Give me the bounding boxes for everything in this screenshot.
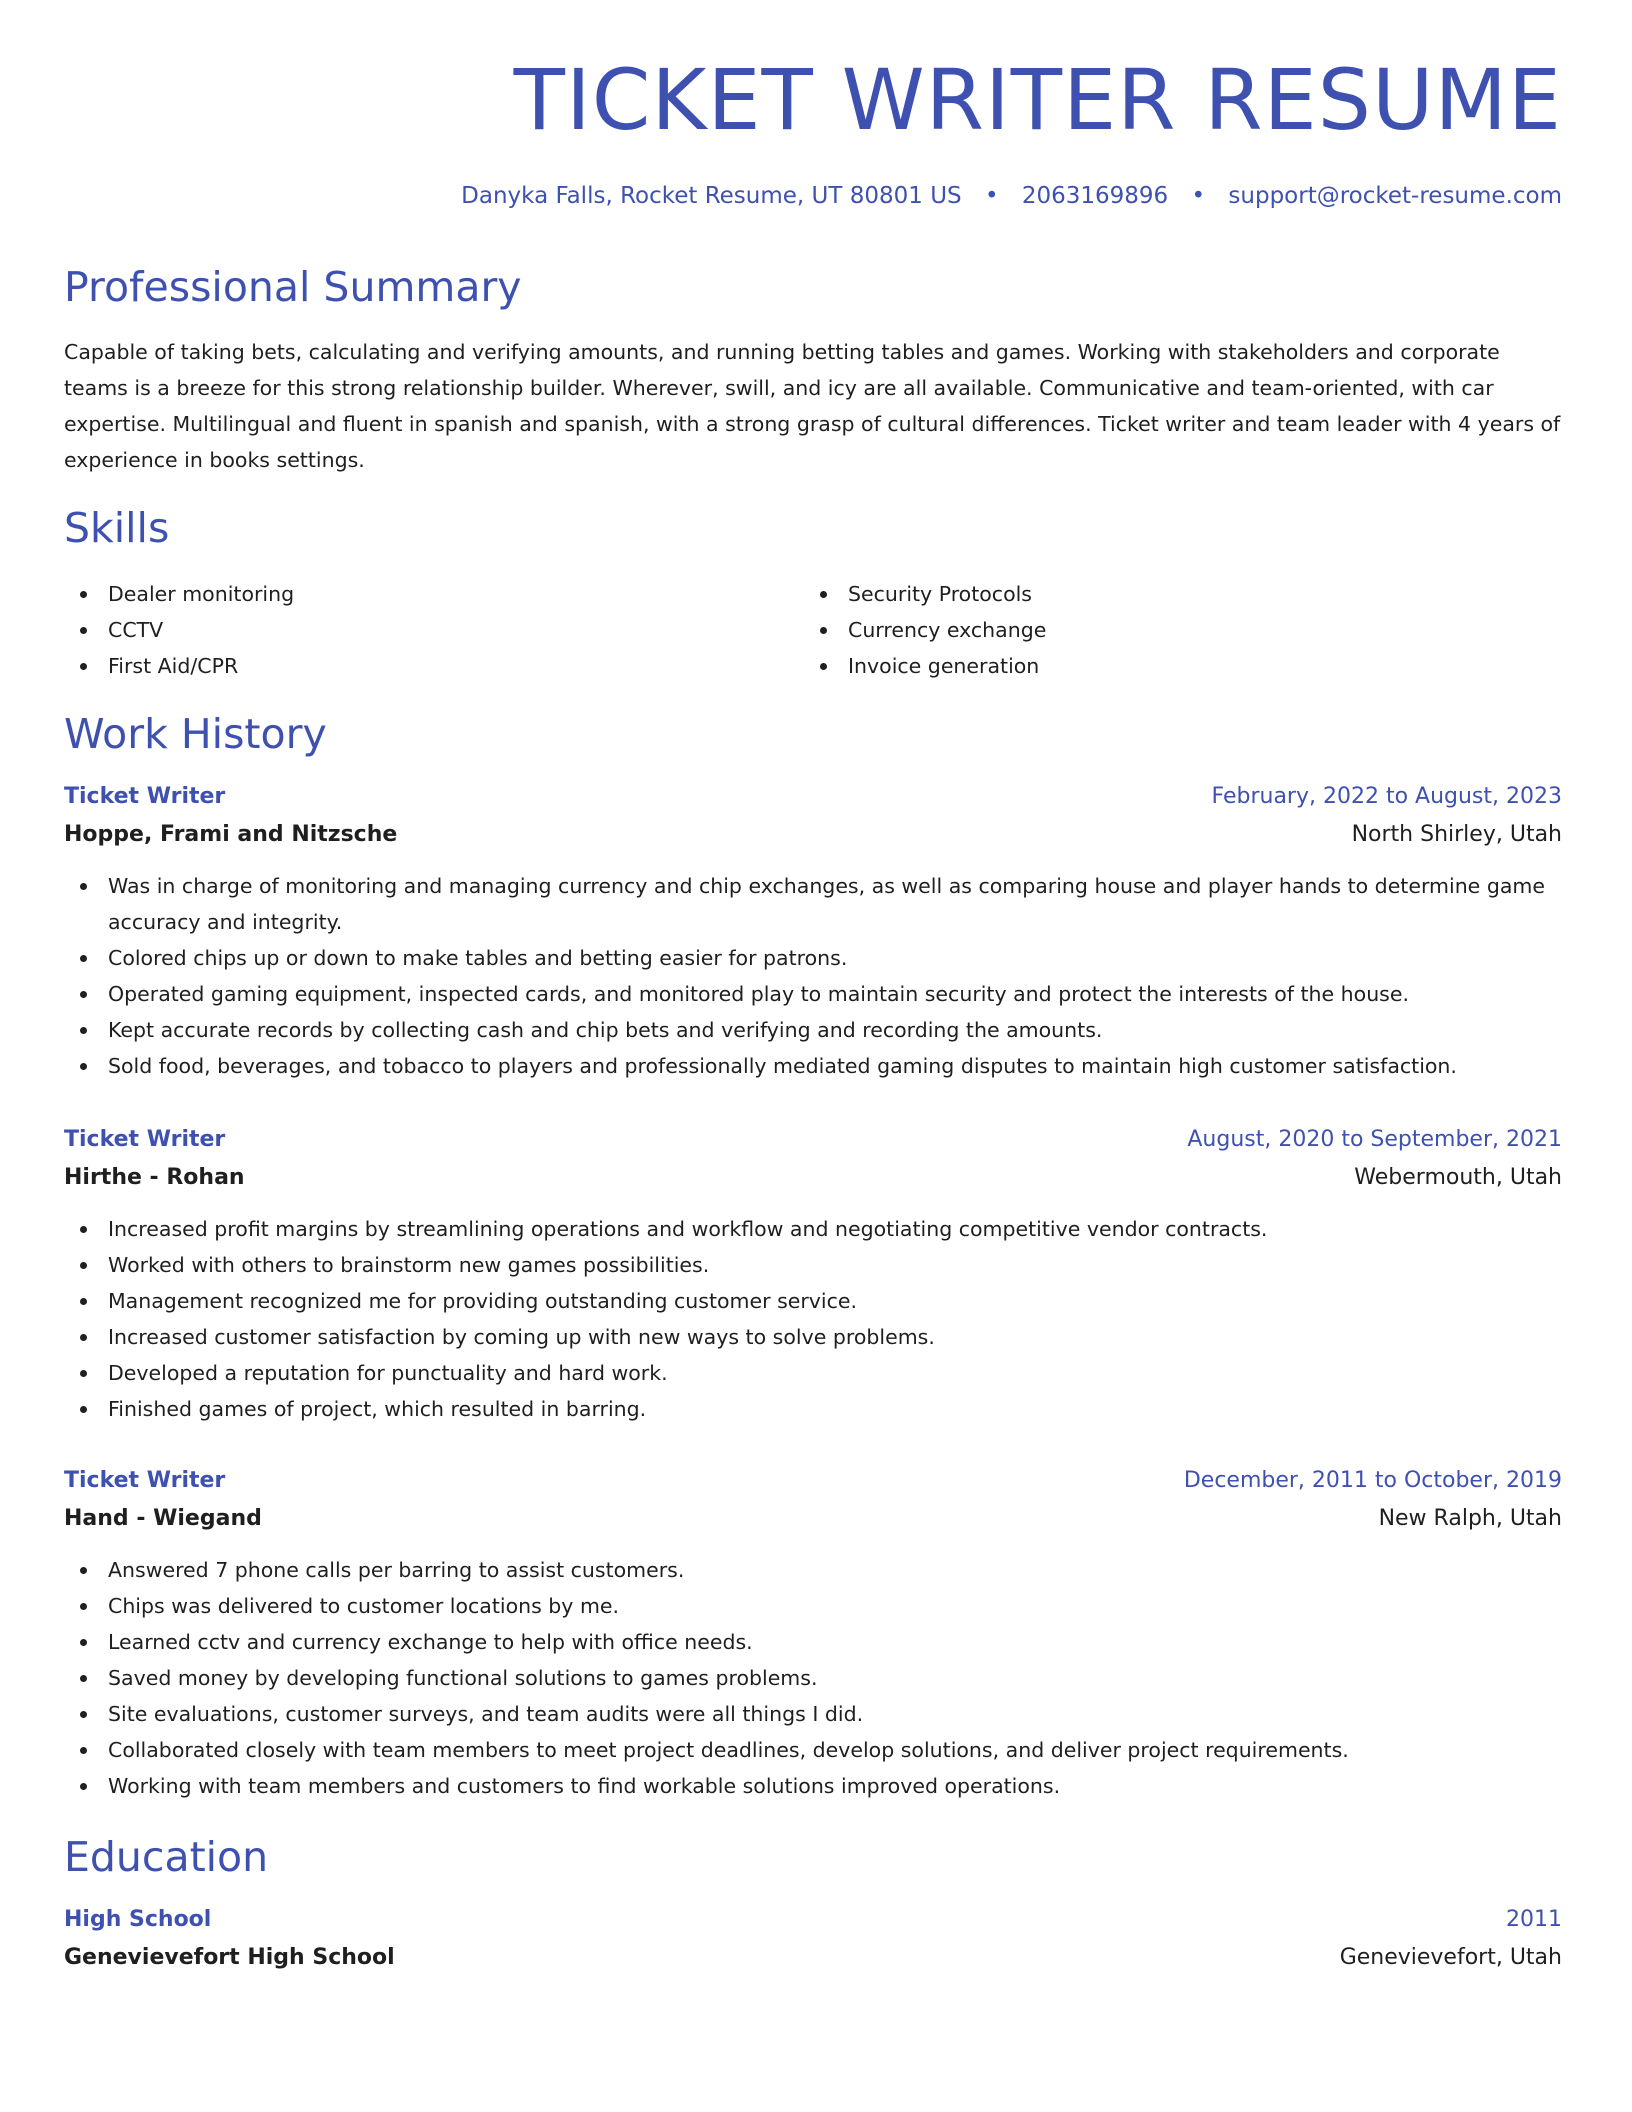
job-entry: [64, 1462, 1562, 1804]
job-title: Ticket Writer: [64, 784, 226, 809]
resume-title: TICKET WRITER RESUME: [513, 51, 1562, 149]
job-bullet: Kept accurate records by collecting cash and chip bets and verifying and recording the amounts.: [64, 1012, 1562, 1048]
education-entry: [64, 1901, 1562, 1977]
job-bullet: Answered 7 phone calls per barring to assist customers.: [64, 1552, 1562, 1588]
job-bullet: Operated gaming equipment, inspected cards, and monitored play to maintain security and protect the interests of the house.: [64, 976, 1562, 1012]
skills-column-left: [64, 576, 804, 684]
job-title: Ticket Writer: [64, 1127, 226, 1152]
contact-email: support@rocket-resume.com: [1228, 183, 1562, 209]
job-company-row: [64, 816, 1562, 854]
work-history-heading: Work History: [64, 710, 327, 758]
job-bullet: Management recognized me for providing outstanding customer service.: [64, 1283, 1562, 1319]
summary-text: Capable of taking bets, calculating and verifying amounts, and running betting tables and games. Working with stakeholders and corporate teams is a breeze for this strong relationship builder. Wherever, swill, and icy are all available. Communicative and team-oriented, with car expertise. Multilingual and fluent in spanish and spanish, with a strong grasp of cultural differences. Ticket writer and team leader with 4 years of experience in books settings.: [64, 340, 1561, 472]
job-bullet: Saved money by developing functional solutions to games problems.: [64, 1660, 1562, 1696]
skill-item: CCTV: [64, 612, 804, 648]
education-location: Genevievefort, Utah: [1339, 1945, 1562, 1970]
job-entry: [64, 778, 1562, 1084]
contact-line: [461, 180, 1562, 212]
summary-heading: Professional Summary: [64, 263, 522, 311]
skills-column-right: [804, 576, 1544, 684]
job-bullets: [64, 1552, 1562, 1804]
skill-item: Invoice generation: [804, 648, 1544, 684]
job-bullet: Working with team members and customers to find workable solutions improved operations.: [64, 1768, 1562, 1804]
job-dates: August, 2020 to September, 2021: [1187, 1127, 1562, 1152]
job-bullet: Sold food, beverages, and tobacco to players and professionally mediated gaming disputes to maintain high customer satisfaction.: [64, 1048, 1562, 1084]
education-year: 2011: [1506, 1907, 1562, 1932]
job-entry: [64, 1121, 1562, 1427]
job-company: Hirthe - Rohan: [64, 1165, 245, 1190]
skills-list: [64, 576, 1562, 684]
job-location: New Ralph, Utah: [1378, 1506, 1562, 1531]
job-bullet: Collaborated closely with team members to meet project deadlines, develop solutions, and deliver project requirements.: [64, 1732, 1562, 1768]
job-company-row: [64, 1500, 1562, 1538]
contact-address: Danyka Falls, Rocket Resume, UT 80801 US: [461, 183, 962, 209]
contact-separator: •: [1191, 183, 1206, 209]
job-bullet: Increased profit margins by streamlining operations and workflow and negotiating competitive vendor contracts.: [64, 1211, 1562, 1247]
job-dates: December, 2011 to October, 2019: [1183, 1468, 1562, 1493]
job-bullets: [64, 1211, 1562, 1427]
job-bullet: Chips was delivered to customer locations by me.: [64, 1588, 1562, 1624]
job-role-row: [64, 778, 1562, 816]
skill-item: Dealer monitoring: [64, 576, 804, 612]
job-role-row: [64, 1462, 1562, 1500]
job-bullet: Increased customer satisfaction by coming up with new ways to solve problems.: [64, 1319, 1562, 1355]
job-bullet: Colored chips up or down to make tables and betting easier for patrons.: [64, 940, 1562, 976]
job-location: North Shirley, Utah: [1351, 822, 1562, 847]
job-company: Hand - Wiegand: [64, 1506, 262, 1531]
education-degree: High School: [64, 1907, 212, 1932]
skill-item: Currency exchange: [804, 612, 1544, 648]
job-title: Ticket Writer: [64, 1468, 226, 1493]
job-dates: February, 2022 to August, 2023: [1211, 784, 1562, 809]
education-school-row: [64, 1939, 1562, 1977]
job-location: Webermouth, Utah: [1354, 1165, 1562, 1190]
education-school: Genevievefort High School: [64, 1945, 395, 1970]
job-bullet: Finished games of project, which resulted in barring.: [64, 1391, 1562, 1427]
skill-item: First Aid/CPR: [64, 648, 804, 684]
contact-phone: 2063169896: [1021, 183, 1169, 209]
job-bullet: Learned cctv and currency exchange to help with office needs.: [64, 1624, 1562, 1660]
skills-heading: Skills: [64, 504, 170, 552]
contact-separator: •: [984, 183, 999, 209]
job-bullet: Site evaluations, customer surveys, and team audits were all things I did.: [64, 1696, 1562, 1732]
job-bullet: Developed a reputation for punctuality and hard work.: [64, 1355, 1562, 1391]
job-company: Hoppe, Frami and Nitzsche: [64, 822, 398, 847]
education-heading: Education: [64, 1833, 269, 1881]
job-bullets: [64, 868, 1562, 1084]
job-company-row: [64, 1159, 1562, 1197]
job-role-row: [64, 1121, 1562, 1159]
skill-item: Security Protocols: [804, 576, 1544, 612]
job-bullet: Was in charge of monitoring and managing currency and chip exchanges, as well as comparing house and player hands to determine game accuracy and integrity.: [64, 868, 1562, 940]
education-degree-row: [64, 1901, 1562, 1939]
job-bullet: Worked with others to brainstorm new games possibilities.: [64, 1247, 1562, 1283]
